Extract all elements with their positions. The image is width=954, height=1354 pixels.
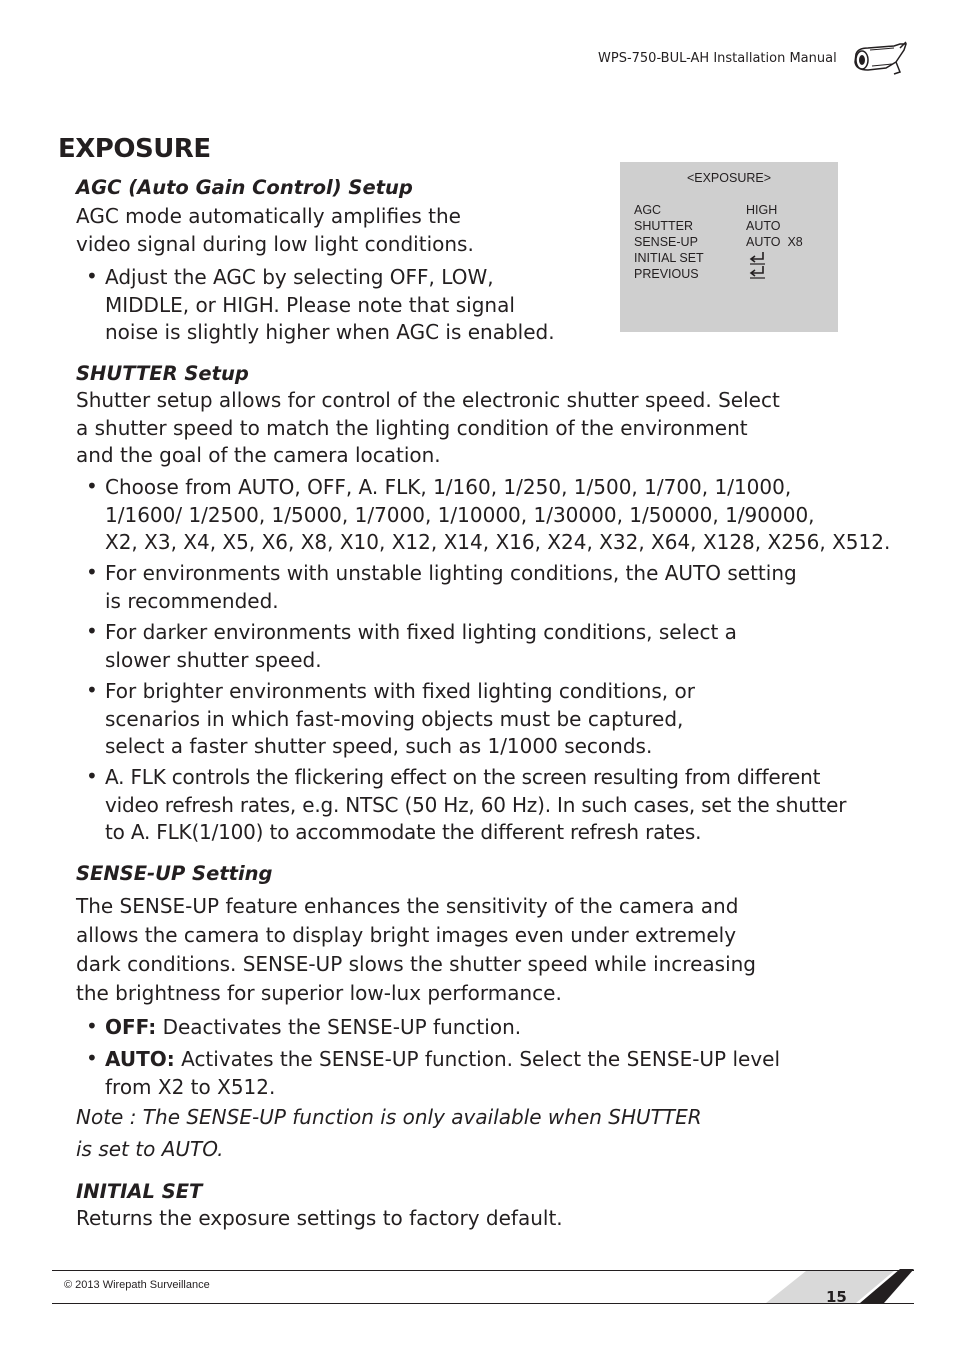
text-line: A. FLK controls the flickering effect on the screen resulting from different <box>105 765 821 789</box>
text-line: video refresh rates, e.g. NTSC (50 Hz, 60 Hz). In such cases, set the shutter <box>105 792 847 817</box>
bullet-glyph: • <box>86 560 98 584</box>
enter-return-icon <box>748 251 768 265</box>
menu-label-previous: PREVIOUS <box>634 267 699 281</box>
off-text: Deactivates the SENSE-UP function. <box>156 1015 522 1039</box>
menu-title: <EXPOSURE> <box>686 171 772 185</box>
text-line: MIDDLE, or HIGH. Please note that signal <box>105 292 515 317</box>
text-line: dark conditions. SENSE-UP slows the shutter speed while increasing <box>76 952 756 976</box>
auto-label: AUTO: <box>105 1047 175 1071</box>
bullet-glyph: • <box>86 619 98 643</box>
text-line: Adjust the AGC by selecting OFF, LOW, <box>105 265 494 289</box>
menu-value-shutter: AUTO <box>746 219 781 233</box>
menu-label-shutter: SHUTTER <box>634 219 694 233</box>
menu-label-agc: AGC <box>634 203 662 217</box>
exposure-osd-menu <box>620 162 838 332</box>
text-line: AGC mode automatically amplifies the <box>76 204 461 228</box>
text-line: a shutter speed to match the lighting condition of the environment <box>76 415 748 440</box>
senseup-note: is set to AUTO. <box>76 1137 224 1161</box>
page-number: 15 <box>826 1288 847 1306</box>
text-line: slower shutter speed. <box>105 647 322 672</box>
text-line: select a faster shutter speed, such as 1/1000 seconds. <box>105 734 653 758</box>
text-line: Choose from AUTO, OFF, A. FLK, 1/160, 1/250, 1/500, 1/700, 1/1000, <box>105 475 792 499</box>
text-line: For darker environments with fixed lighting conditions, select a <box>105 620 737 644</box>
bullet-glyph: • <box>86 764 98 788</box>
senseup-heading: SENSE-UP Setting <box>76 862 273 885</box>
auto-text: Activates the SENSE-UP function. Select the SENSE-UP level <box>174 1047 781 1071</box>
text-line: scenarios in which fast-moving objects must be captured, <box>105 706 684 731</box>
text-line: The SENSE-UP feature enhances the sensitivity of the camera and <box>76 894 739 918</box>
text-line: For environments with unstable lighting conditions, the AUTO setting <box>105 561 797 585</box>
menu-value-agc: HIGH <box>746 203 778 217</box>
senseup-note: Note : The SENSE-UP function is only available when SHUTTER <box>76 1105 702 1129</box>
manual-title: WPS-750-BUL-AH Installation Manual <box>598 51 837 66</box>
text-line: allows the camera to display bright images even under extremely <box>76 923 737 947</box>
bullet-glyph: • <box>86 474 98 498</box>
initial-set-text: Returns the exposure settings to factory default. <box>76 1206 563 1230</box>
text-line: video signal during low light conditions. <box>76 231 474 256</box>
text-line: For brighter environments with fixed lighting conditions, or <box>105 679 695 703</box>
enter-return-icon <box>748 265 768 279</box>
bullet-glyph: • <box>86 1014 98 1038</box>
text-line: is recommended. <box>105 588 279 613</box>
menu-label-initial-set: INITIAL SET <box>634 251 704 265</box>
text-line: from X2 to X512. <box>105 1074 276 1099</box>
text-line: the brightness for superior low-lux performance. <box>76 981 562 1005</box>
text-line: to A. FLK(1/100) to accommodate the different refresh rates. <box>105 820 702 844</box>
agc-heading: AGC (Auto Gain Control) Setup <box>76 176 413 199</box>
text-line: and the goal of the camera location. <box>76 443 441 467</box>
menu-label-senseup: SENSE-UP <box>634 235 698 249</box>
agc-description <box>76 203 474 258</box>
text-line: Shutter setup allows for control of the electronic shutter speed. Select <box>76 388 780 412</box>
section-title: EXPOSURE <box>58 134 211 164</box>
initial-set-heading: INITIAL SET <box>76 1180 203 1203</box>
text-line: 1/1600/ 1/2500, 1/5000, 1/7000, 1/10000, 1/30000, 1/50000, 1/90000, <box>105 502 815 527</box>
bullet-glyph: • <box>86 678 98 702</box>
off-label: OFF: <box>105 1015 157 1039</box>
camera-icon <box>850 40 910 78</box>
shutter-heading: SHUTTER Setup <box>76 362 249 385</box>
senseup-description <box>76 892 756 1008</box>
text-line: noise is slightly higher when AGC is enabled. <box>105 320 555 344</box>
text-line: X2, X3, X4, X5, X6, X8, X10, X12, X14, X16, X24, X32, X64, X128, X256, X512. <box>105 530 891 554</box>
bullet-glyph: • <box>86 1046 98 1070</box>
menu-value-senseup: AUTO X8 <box>746 235 803 249</box>
shutter-description <box>76 387 780 470</box>
copyright: © 2013 Wirepath Surveillance <box>64 1279 210 1291</box>
bullet-glyph: • <box>86 264 98 288</box>
